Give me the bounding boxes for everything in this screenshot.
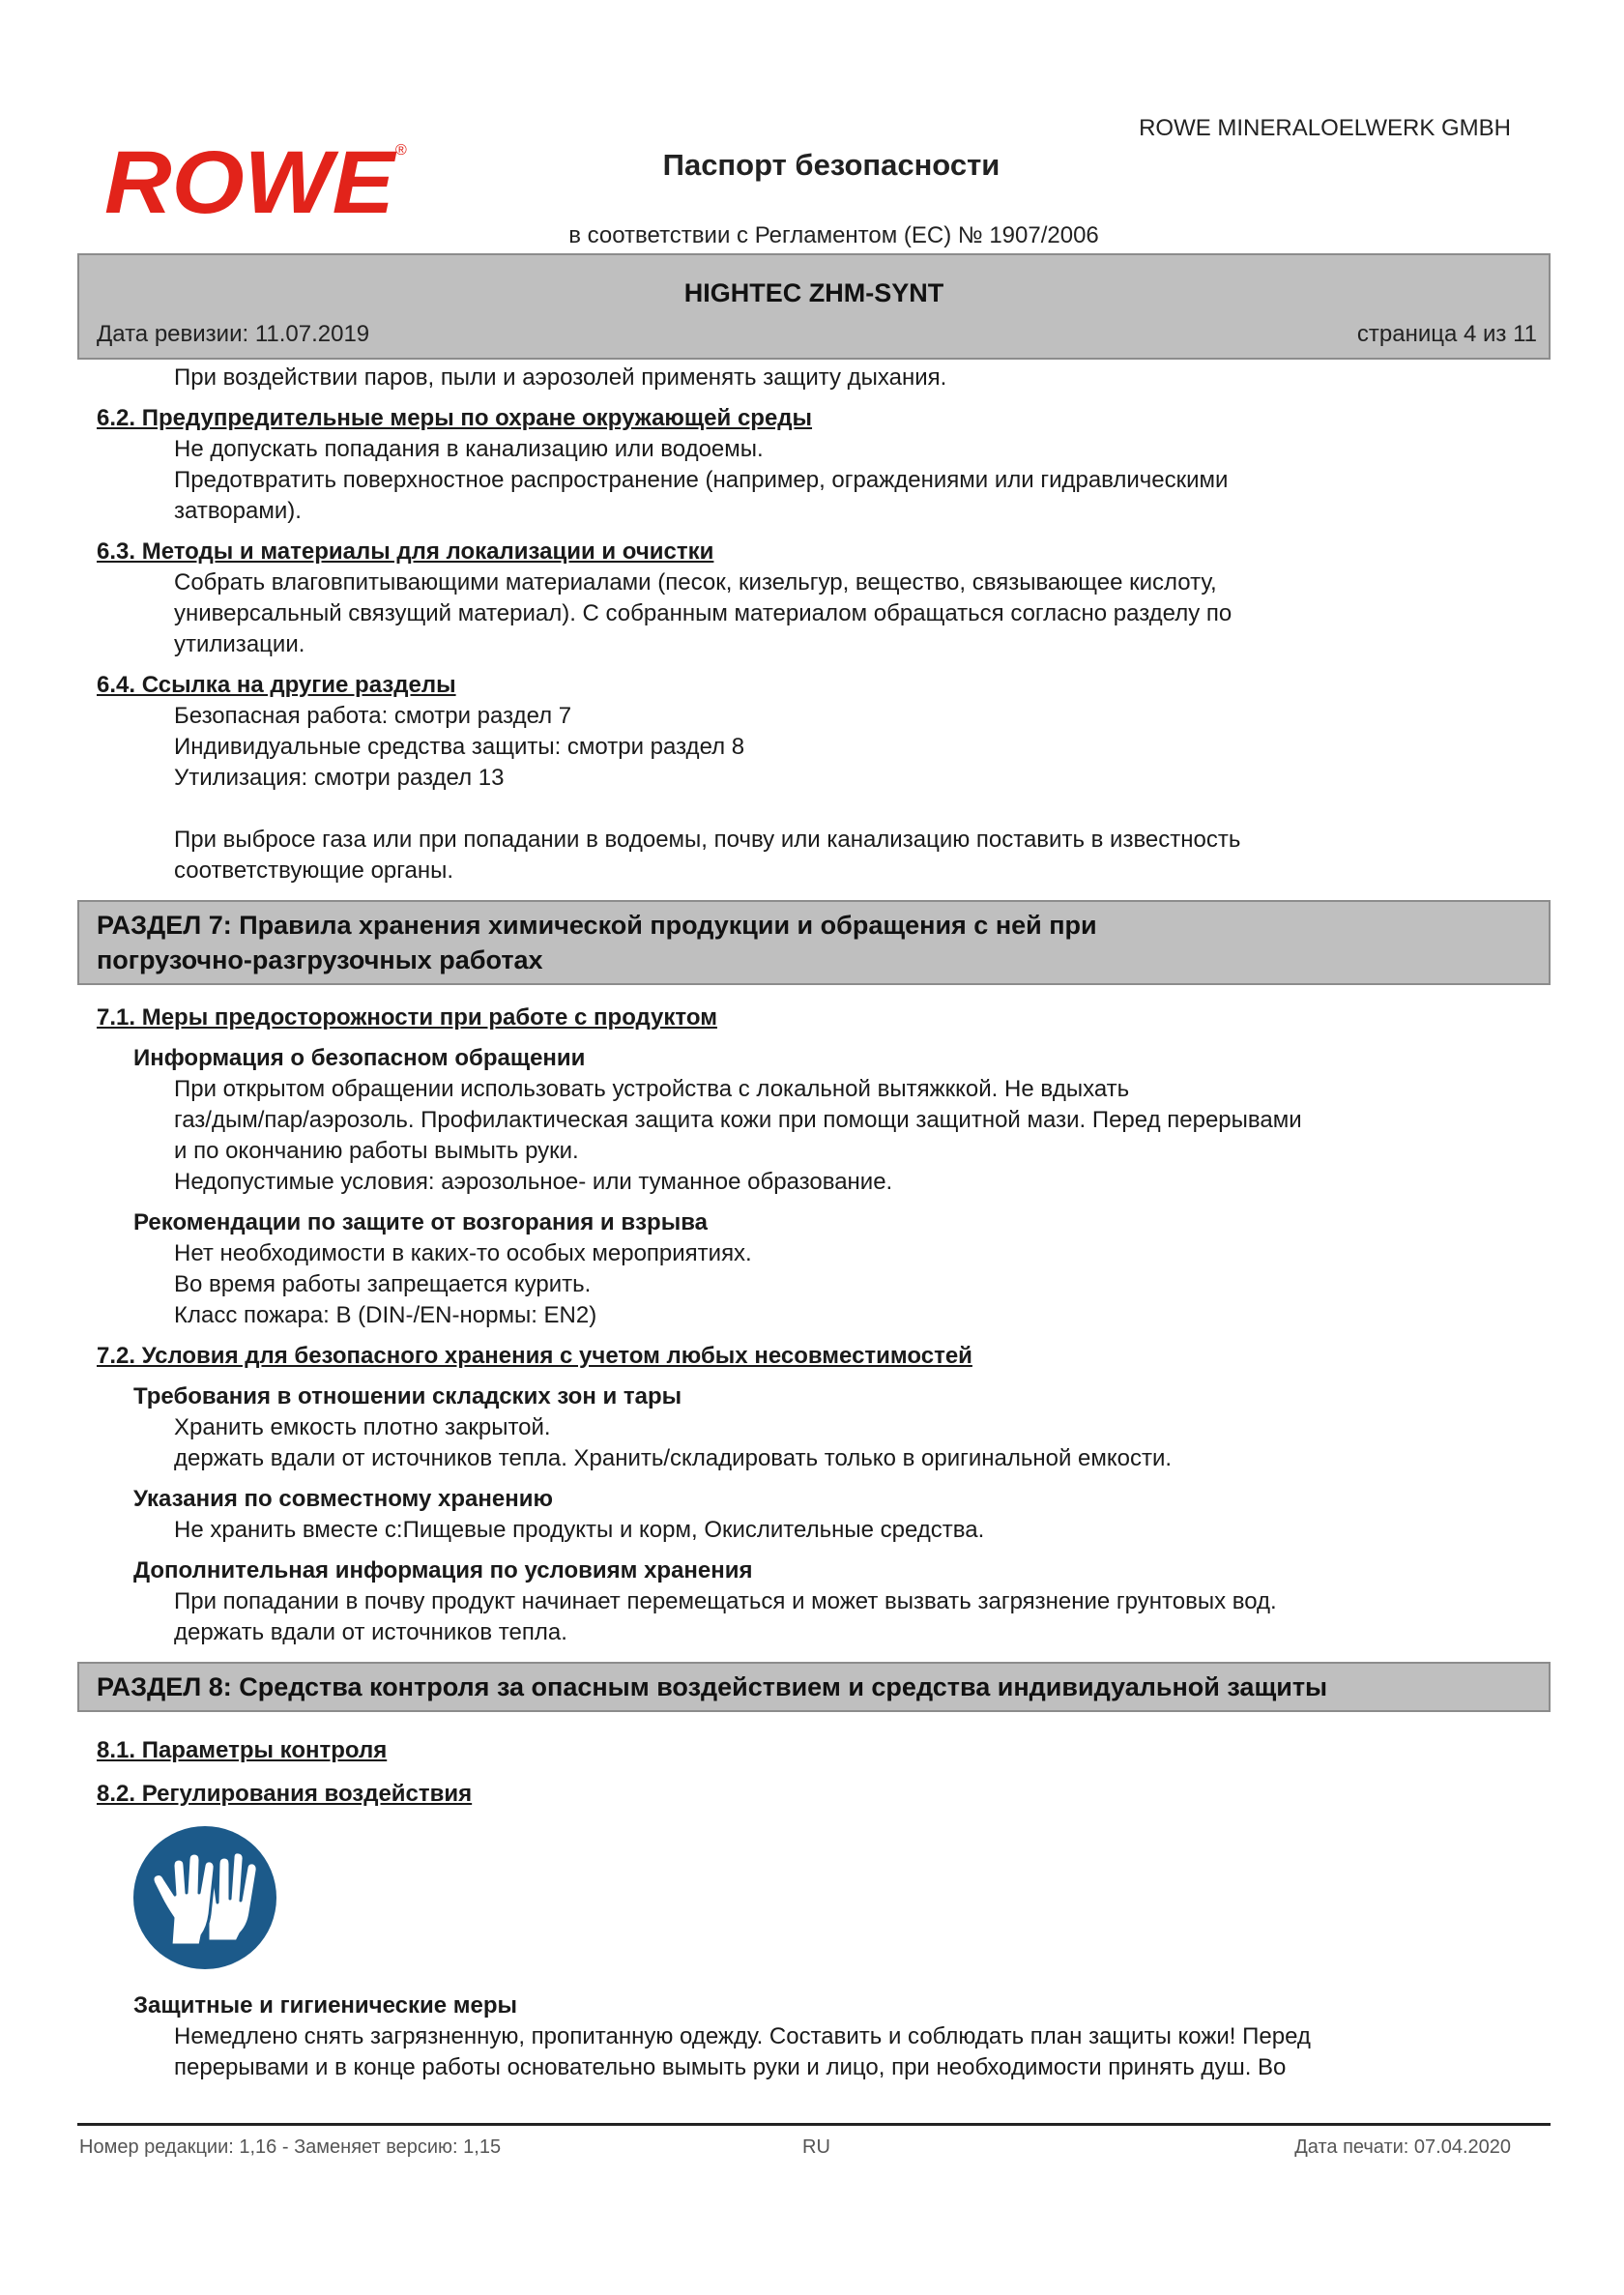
paragraph-line: При попадании в почву продукт начинает перемещаться и может вызвать загрязнение грунтовых вод. (174, 1588, 1277, 1614)
paragraph-line: Безопасная работа: смотри раздел 7 (174, 703, 572, 729)
section-8-header (77, 1662, 1551, 1712)
paragraph-line: При открытом обращении использовать устройства с локальной вытяжккой. Не вдыхать (174, 1076, 1130, 1102)
paragraph-line: и по окончанию работы вымыть руки. (174, 1138, 579, 1164)
paragraph-line: утилизации. (174, 631, 305, 657)
subheading-joint-storage: Указания по совместному хранению (133, 1486, 553, 1512)
heading-8-1: 8.1. Параметры контроля (97, 1737, 388, 1763)
heading-6-3: 6.3. Методы и материалы для локализации и очистки (97, 538, 714, 565)
section-7-title-line1: РАЗДЕЛ 7: Правила хранения химической продукции и обращения с ней при (97, 911, 1097, 940)
paragraph-line: универсальный связущий материал). С собранным материалом обращаться согласно разделу по (174, 600, 1232, 626)
logo-text: ROWE (104, 135, 397, 224)
footer-divider (77, 2123, 1551, 2126)
paragraph-line: Нет необходимости в каких-то особых мероприятиях. (174, 1240, 752, 1266)
paragraph-line: При выбросе газа или при попадании в водоемы, почву или канализацию поставить в известность (174, 827, 1241, 853)
section-7-header (77, 900, 1551, 985)
product-name: HIGHTEC ZHM-SYNT (683, 278, 944, 307)
product-header-band (77, 253, 1551, 360)
intro-line: При воздействии паров, пыли и аэрозолей применять защиту дыхания. (174, 364, 947, 391)
document-body (97, 363, 1566, 2083)
gloves-icon (132, 1825, 277, 1970)
heading-6-4: 6.4. Ссылка на другие разделы (97, 672, 456, 698)
subheading-additional-storage-info: Дополнительная информация по условиям хранения (133, 1557, 753, 1583)
footer-edition: Номер редакции: 1,16 - Заменяет версию: 1,15 (79, 2136, 502, 2158)
paragraph-line: держать вдали от источников тепла. Хранить/складировать только в оригинальной емкости. (174, 1445, 1173, 1471)
footer-print-date: Дата печати: 07.04.2020 (1294, 2136, 1511, 2158)
paragraph-line: Предотвратить поверхностное распространение (например, ограждениями или гидравлическими (174, 467, 1229, 493)
paragraph-line: соответствующие органы. (174, 857, 454, 884)
revision-date: Дата ревизии: 11.07.2019 (97, 321, 370, 347)
paragraph-line: Недопустимые условия: аэрозольное- или туманное образование. (174, 1169, 893, 1195)
paragraph-line: Индивидуальные средства защиты: смотри раздел 8 (174, 734, 745, 760)
heading-7-1: 7.1. Меры предосторожности при работе с продуктом (97, 1004, 717, 1031)
document-title: Паспорт безопасности (662, 148, 1000, 182)
section-7-title-line2: погрузочно-разгрузочных работах (97, 945, 543, 974)
paragraph-line: газ/дым/пар/аэрозоль. Профилактическая защита кожи при помощи защитной мази. Перед перерывами (174, 1107, 1302, 1133)
regulation-line: в соответствии с Регламентом (ЕС) № 1907/2006 (568, 222, 1099, 248)
heading-6-2: 6.2. Предупредительные меры по охране окружающей среды (97, 405, 813, 431)
paragraph-line: Не хранить вместе с:Пищевые продукты и корм, Окислительные средства. (174, 1517, 985, 1543)
spacer (97, 794, 1566, 825)
subheading-hygiene-measures: Защитные и гигиенические меры (133, 1992, 518, 2019)
paragraph-line: Во время работы запрещается курить. (174, 1271, 592, 1297)
heading-7-2: 7.2. Условия для безопасного хранения с учетом любых несовместимостей (97, 1343, 972, 1369)
subheading-safe-handling: Информация о безопасном обращении (133, 1045, 586, 1071)
paragraph-line: Хранить емкость плотно закрытой. (174, 1414, 551, 1440)
subheading-fire-protection: Рекомендации по защите от возгорания и взрыва (133, 1209, 708, 1235)
subheading-storage-requirements: Требования в отношении складских зон и тары (133, 1383, 682, 1409)
logo-registered-mark: ® (395, 142, 407, 159)
footer-language: RU (802, 2136, 830, 2158)
paragraph-line: Немедлено снять загрязненную, пропитанную одежду. Составить и соблюдать план защиты кожи! Перед (174, 2023, 1311, 2049)
heading-8-2: 8.2. Регулирования воздействия (97, 1781, 473, 1807)
paragraph-line: Утилизация: смотри раздел 13 (174, 765, 505, 791)
company-name: ROWE MINERALOELWERK GMBH (1139, 115, 1511, 141)
paragraph-line: Класс пожара: B (DIN-/EN-нормы: EN2) (174, 1302, 597, 1328)
paragraph-line: перерывами и в конце работы основательно вымыть руки и лицо, при необходимости принять душ. Во (174, 2054, 1287, 2080)
paragraph-line: Не допускать попадания в канализацию или водоемы. (174, 436, 764, 462)
paragraph-line: затворами). (174, 498, 302, 524)
section-8-title: РАЗДЕЛ 8: Средства контроля за опасным воздействием и средства индивидуальной защиты (97, 1672, 1328, 1701)
paragraph-line: держать вдали от источников тепла. (174, 1619, 567, 1645)
paragraph-line: Собрать влаговпитывающими материалами (песок, кизельгур, вещество, связывающее кислоту, (174, 569, 1217, 596)
page-number: страница 4 из 11 (1356, 321, 1537, 347)
